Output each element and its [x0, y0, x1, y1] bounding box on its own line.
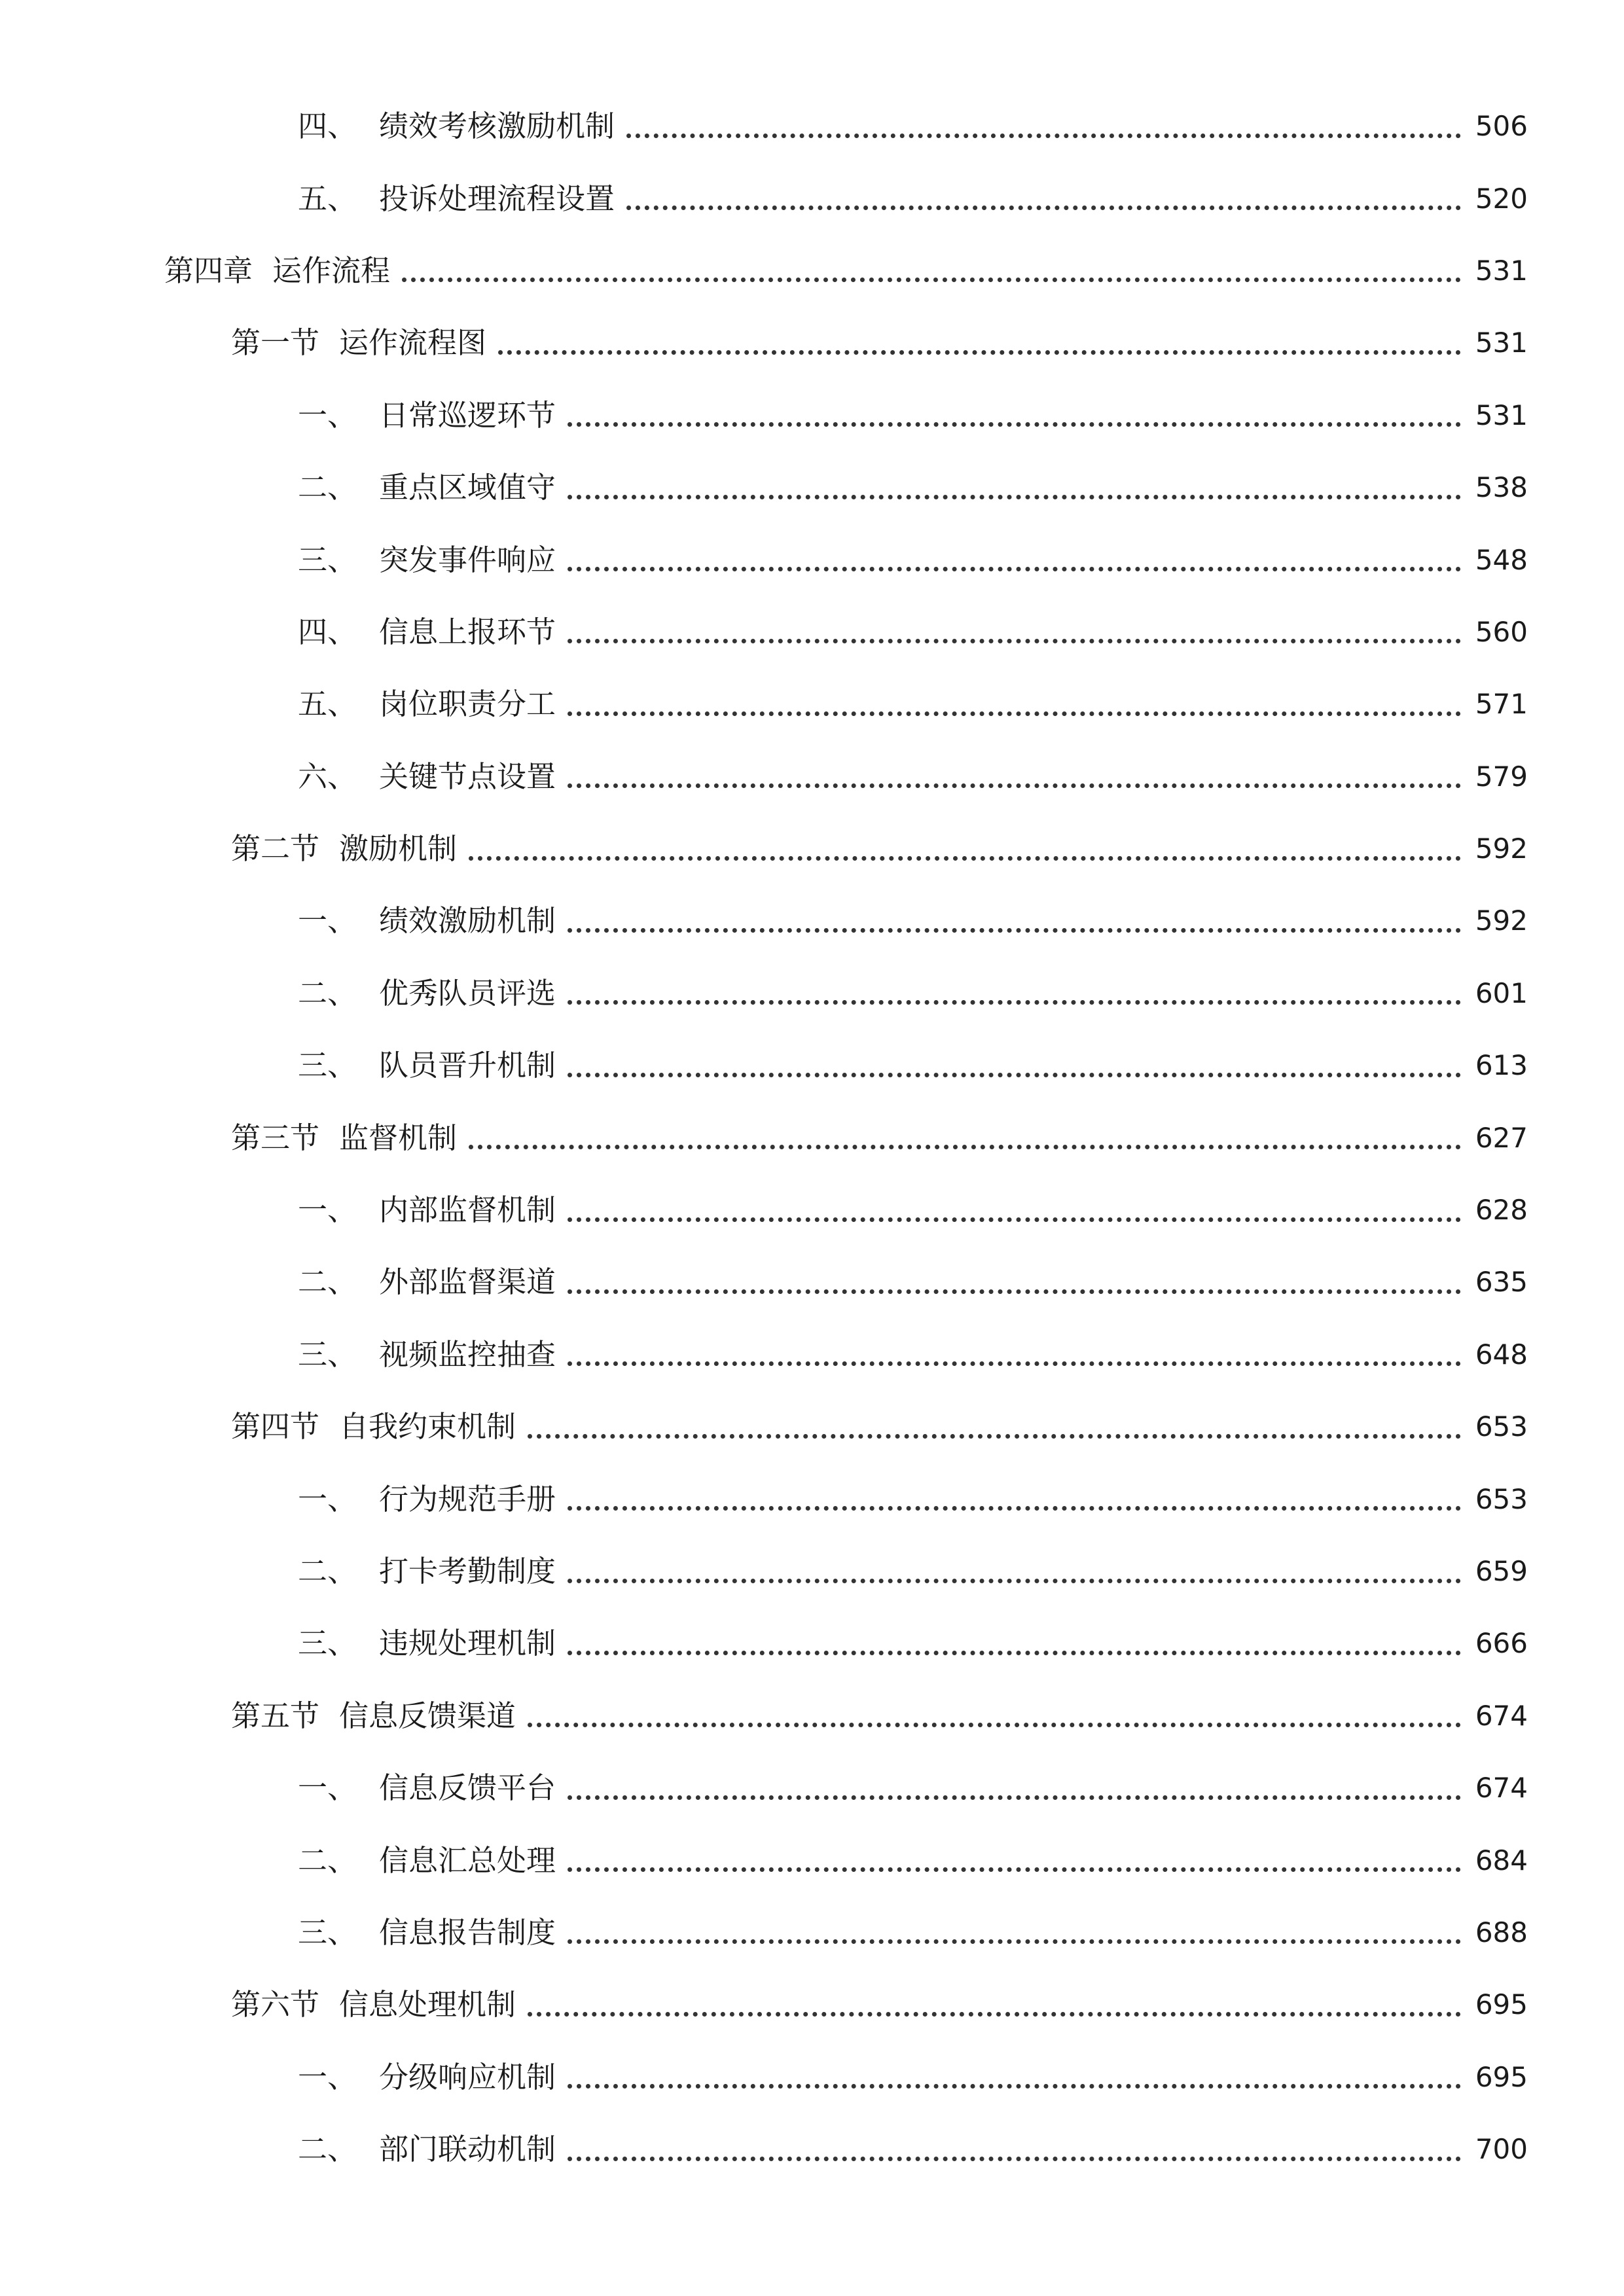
toc-entry-number: 一、	[298, 1193, 357, 1228]
toc-entry-label	[231, 1407, 516, 1446]
toc-entry-number: 三、	[298, 1336, 357, 1372]
toc-entry-title: 部门联动机制	[379, 2132, 556, 2167]
toc-entry-page-number: 560	[1475, 615, 1528, 648]
toc-entry-label	[298, 1841, 556, 1880]
toc-entry-number: 三、	[298, 1048, 357, 1083]
toc-entry-label	[298, 1480, 556, 1519]
toc-entry-label	[298, 757, 556, 797]
toc-entry-label	[298, 901, 556, 941]
toc-dot-leader	[568, 783, 1461, 788]
toc-entry-page-number: 674	[1475, 1772, 1528, 1804]
toc-entry-title: 绩效激励机制	[379, 903, 556, 939]
toc-entry-title: 运作流程	[272, 253, 391, 288]
toc-entry-title: 绩效考核激励机制	[379, 109, 615, 144]
toc-entry-page-number: 531	[1475, 399, 1528, 431]
toc-entry-page-number: 520	[1475, 182, 1528, 215]
toc-entry-title: 信息上报环节	[379, 614, 556, 649]
toc-entry-label	[298, 2130, 556, 2169]
toc-entry-level-3[interactable]	[0, 1824, 1624, 1896]
toc-entry-title: 信息报告制度	[379, 1914, 556, 1950]
toc-entry-label	[298, 1046, 556, 1085]
toc-entry-level-3[interactable]	[0, 596, 1624, 668]
toc-entry-label	[298, 1624, 556, 1663]
toc-entry-number: 二、	[298, 1265, 357, 1300]
table-of-contents	[0, 90, 1624, 2185]
toc-entry-title: 违规处理机制	[379, 1626, 556, 1661]
toc-entry-level-2[interactable]	[0, 1969, 1624, 2041]
toc-entry-page-number: 571	[1475, 688, 1528, 721]
toc-entry-title: 日常巡逻环节	[379, 397, 556, 433]
toc-entry-number: 第二节	[231, 831, 320, 867]
toc-entry-title: 信息汇总处理	[379, 1842, 556, 1878]
toc-dot-leader	[568, 1939, 1461, 1944]
toc-entry-number: 第五节	[231, 1698, 320, 1733]
toc-entry-page-number: 695	[1475, 1988, 1528, 2021]
toc-entry-label	[231, 1985, 516, 2024]
toc-entry-number: 第六节	[231, 1987, 320, 2022]
toc-entry-page-number: 601	[1475, 977, 1528, 1009]
toc-entry-level-3[interactable]	[0, 1897, 1624, 1969]
toc-dot-leader	[568, 495, 1461, 499]
toc-entry-label	[298, 685, 556, 724]
toc-entry-level-2[interactable]	[0, 1102, 1624, 1174]
toc-entry-level-3[interactable]	[0, 90, 1624, 162]
toc-entry-title: 优秀队员评选	[379, 975, 556, 1011]
toc-entry-title: 视频监控抽查	[379, 1336, 556, 1372]
toc-entry-page-number: 666	[1475, 1627, 1528, 1660]
toc-entry-level-2[interactable]	[0, 307, 1624, 379]
toc-dot-leader	[568, 1361, 1461, 1366]
toc-dot-leader	[568, 1073, 1461, 1077]
toc-dot-leader	[568, 1506, 1461, 1511]
toc-entry-title: 内部监督机制	[379, 1193, 556, 1228]
toc-entry-number: 一、	[298, 1481, 357, 1516]
toc-entry-page-number: 548	[1475, 543, 1528, 576]
toc-dot-leader	[626, 134, 1461, 138]
toc-entry-number: 一、	[298, 1770, 357, 1806]
toc-entry-number: 二、	[298, 1554, 357, 1588]
toc-entry-page-number: 695	[1475, 2060, 1528, 2093]
toc-entry-level-3[interactable]	[0, 668, 1624, 740]
toc-entry-label	[298, 1552, 556, 1591]
toc-entry-title: 激励机制	[339, 831, 458, 867]
toc-dot-leader	[528, 1723, 1461, 1727]
toc-entry-number: 五、	[298, 687, 357, 722]
toc-entry-number: 二、	[298, 470, 357, 505]
toc-entry-title: 重点区域值守	[379, 470, 556, 505]
toc-entry-number: 六、	[298, 759, 357, 794]
toc-dot-leader	[626, 206, 1461, 210]
toc-entry-level-3[interactable]	[0, 452, 1624, 524]
toc-entry-level-3[interactable]	[0, 1752, 1624, 1824]
toc-entry-number: 二、	[298, 1842, 357, 1878]
toc-dot-leader	[568, 1651, 1461, 1655]
toc-entry-page-number: 506	[1475, 110, 1528, 143]
toc-entry-label	[298, 468, 556, 507]
toc-dot-leader	[568, 2157, 1461, 2161]
toc-entry-page-number: 653	[1475, 1482, 1528, 1515]
toc-entry-number: 二、	[298, 975, 357, 1011]
toc-entry-level-3[interactable]	[0, 1174, 1624, 1246]
toc-entry-label	[298, 1913, 556, 1952]
toc-entry-level-3[interactable]	[0, 524, 1624, 596]
toc-entry-number: 一、	[298, 903, 357, 939]
toc-entry-level-3[interactable]	[0, 885, 1624, 957]
toc-entry-page-number: 531	[1475, 254, 1528, 287]
toc-entry-label	[231, 323, 486, 363]
toc-dot-leader	[568, 1795, 1461, 1800]
toc-dot-leader	[568, 2084, 1461, 2089]
toc-entry-level-3[interactable]	[0, 380, 1624, 452]
toc-entry-level-3[interactable]	[0, 1246, 1624, 1318]
toc-entry-page-number: 684	[1475, 1844, 1528, 1876]
toc-entry-label	[298, 1335, 556, 1374]
toc-entry-level-3[interactable]	[0, 1607, 1624, 1679]
toc-entry-label	[164, 251, 390, 291]
toc-entry-level-3[interactable]	[0, 1463, 1624, 1535]
toc-entry-label	[298, 613, 556, 652]
toc-entry-level-3[interactable]	[0, 1030, 1624, 1102]
toc-entry-title: 岗位职责分工	[379, 687, 556, 722]
toc-entry-level-3[interactable]	[0, 741, 1624, 813]
toc-dot-leader	[568, 711, 1461, 716]
toc-entry-level-3[interactable]	[0, 958, 1624, 1030]
toc-entry-page-number: 653	[1475, 1410, 1528, 1443]
toc-entry-level-3[interactable]	[0, 2113, 1624, 2185]
toc-entry-label	[298, 541, 556, 580]
toc-entry-level-1[interactable]	[0, 235, 1624, 307]
toc-entry-number: 五、	[298, 181, 357, 216]
toc-entry-title: 自我约束机制	[339, 1409, 516, 1444]
toc-entry-page-number: 531	[1475, 327, 1528, 359]
toc-entry-title: 信息反馈渠道	[339, 1698, 516, 1733]
toc-entry-number: 第三节	[231, 1120, 320, 1155]
toc-entry-title: 行为规范手册	[379, 1481, 556, 1516]
toc-entry-label	[231, 1119, 457, 1158]
toc-entry-title: 外部监督渠道	[379, 1265, 556, 1300]
toc-entry-level-3[interactable]	[0, 1319, 1624, 1391]
toc-entry-page-number: 688	[1475, 1916, 1528, 1948]
toc-entry-level-2[interactable]	[0, 813, 1624, 885]
toc-entry-page-number: 628	[1475, 1194, 1528, 1227]
toc-dot-leader	[568, 1217, 1461, 1222]
toc-entry-page-number: 635	[1475, 1266, 1528, 1299]
toc-entry-label	[298, 179, 615, 219]
toc-entry-label	[231, 829, 457, 869]
toc-entry-label	[298, 107, 615, 146]
toc-entry-level-3[interactable]	[0, 1535, 1624, 1607]
toc-dot-leader	[568, 1289, 1461, 1294]
toc-entry-label	[298, 974, 556, 1013]
toc-dot-leader	[528, 2012, 1461, 2017]
toc-entry-level-3[interactable]	[0, 2041, 1624, 2113]
toc-dot-leader	[469, 1145, 1461, 1149]
toc-entry-title: 信息反馈平台	[379, 1770, 556, 1806]
toc-entry-number: 四、	[298, 109, 357, 144]
toc-entry-number: 三、	[298, 1626, 357, 1661]
toc-entry-label	[298, 1263, 556, 1302]
toc-entry-label	[231, 1696, 516, 1736]
toc-entry-number: 第四章	[164, 253, 253, 288]
toc-entry-number: 三、	[298, 1914, 357, 1950]
toc-dot-leader	[568, 1867, 1461, 1872]
toc-dot-leader	[498, 350, 1461, 355]
toc-entry-title: 监督机制	[339, 1120, 458, 1155]
toc-entry-title: 队员晋升机制	[379, 1048, 556, 1083]
toc-entry-title: 信息处理机制	[339, 1987, 516, 2022]
toc-entry-title: 关键节点设置	[379, 759, 556, 794]
toc-entry-title: 运作流程图	[339, 325, 487, 361]
toc-entry-label	[298, 396, 556, 435]
toc-entry-level-3[interactable]	[0, 162, 1624, 234]
toc-entry-number: 第一节	[231, 325, 320, 361]
toc-entry-level-2[interactable]	[0, 1680, 1624, 1752]
toc-entry-number: 三、	[298, 542, 357, 577]
toc-entry-label	[298, 2058, 556, 2097]
toc-entry-number: 四、	[298, 614, 357, 649]
toc-entry-title: 突发事件响应	[379, 542, 556, 577]
toc-entry-label	[298, 1768, 556, 1808]
toc-dot-leader	[469, 856, 1461, 861]
toc-entry-title: 打卡考勤制度	[379, 1554, 556, 1588]
toc-dot-leader	[528, 1434, 1461, 1439]
toc-entry-number: 一、	[298, 2059, 357, 2094]
toc-entry-number: 第四节	[231, 1409, 320, 1444]
toc-entry-label	[298, 1191, 556, 1230]
toc-entry-page-number: 538	[1475, 471, 1528, 504]
toc-entry-page-number: 592	[1475, 833, 1528, 865]
toc-entry-page-number: 613	[1475, 1049, 1528, 1082]
toc-entry-page-number: 674	[1475, 1699, 1528, 1732]
toc-entry-page-number: 648	[1475, 1338, 1528, 1371]
toc-entry-title: 投诉处理流程设置	[379, 181, 615, 216]
toc-dot-leader	[568, 567, 1461, 571]
toc-entry-page-number: 627	[1475, 1121, 1528, 1154]
toc-entry-page-number: 579	[1475, 760, 1528, 793]
toc-dot-leader	[568, 639, 1461, 643]
toc-dot-leader	[402, 278, 1461, 282]
toc-entry-page-number: 592	[1475, 905, 1528, 937]
toc-dot-leader	[568, 1579, 1461, 1583]
toc-dot-leader	[568, 928, 1461, 933]
toc-dot-leader	[568, 1000, 1461, 1005]
toc-entry-number: 二、	[298, 2132, 357, 2167]
toc-entry-level-2[interactable]	[0, 1391, 1624, 1463]
toc-dot-leader	[568, 422, 1461, 427]
toc-entry-title: 分级响应机制	[379, 2059, 556, 2094]
toc-entry-page-number: 700	[1475, 2133, 1528, 2166]
toc-entry-page-number: 659	[1475, 1555, 1528, 1587]
toc-entry-number: 一、	[298, 397, 357, 433]
